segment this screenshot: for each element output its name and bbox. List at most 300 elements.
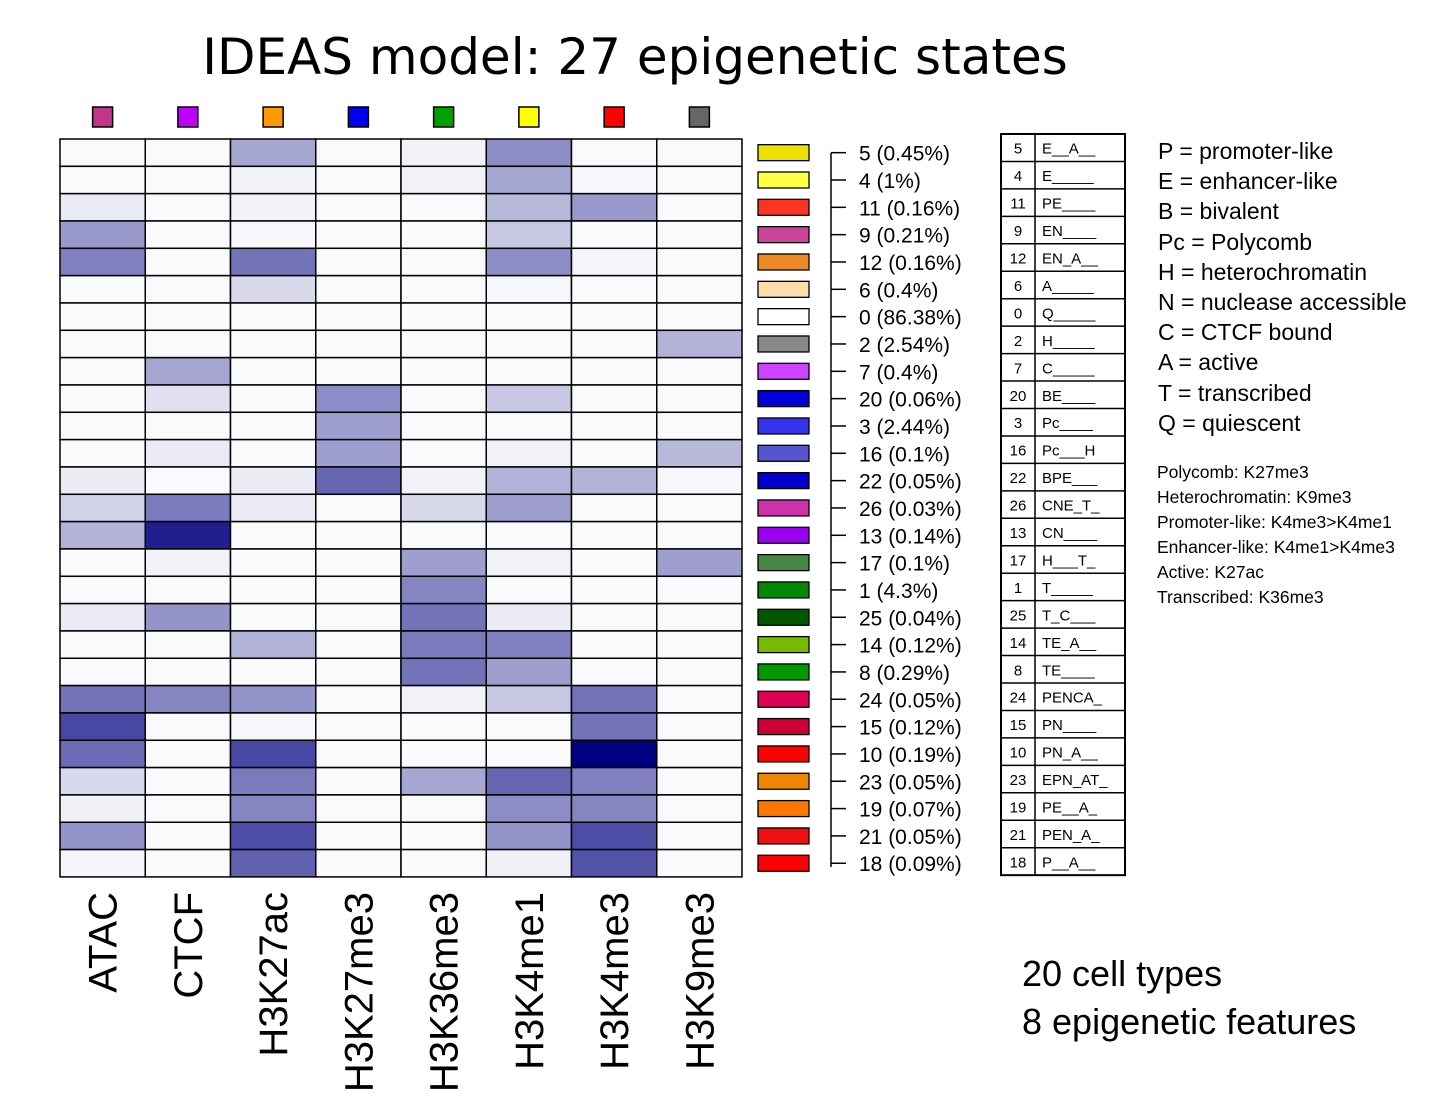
- heatmap-cell: [316, 713, 401, 740]
- state-label: 8 (0.29%): [859, 661, 951, 685]
- heatmap-cell: [60, 522, 145, 549]
- state-label: 15 (0.12%): [859, 716, 962, 740]
- heatmap-cell: [401, 358, 486, 385]
- code-text: A_____: [1042, 277, 1094, 295]
- code-text: CNE_T_: [1042, 497, 1100, 515]
- heatmap-cell: [401, 686, 486, 713]
- heatmap-cell: [145, 822, 230, 849]
- heatmap-cell: [401, 467, 486, 494]
- heatmap-cell: [145, 768, 230, 795]
- heatmap-cell: [486, 139, 571, 166]
- state-color-swatch: [758, 336, 809, 352]
- code-number: 24: [1009, 689, 1027, 707]
- heatmap-cell: [486, 358, 571, 385]
- heatmap-cell: [316, 221, 401, 248]
- definition-item: C = CTCF bound: [1158, 319, 1333, 346]
- column-labels: [82, 892, 723, 1092]
- heatmap-cell: [572, 795, 657, 822]
- state-color-swatch: [758, 254, 809, 270]
- heatmap-cell: [60, 276, 145, 303]
- definition-item: T = transcribed: [1158, 379, 1312, 406]
- definition-item: Q = quiescent: [1158, 409, 1301, 436]
- heatmap-cell: [316, 166, 401, 193]
- state-color-swatch: [758, 473, 809, 489]
- state-color-swatch: [758, 828, 809, 844]
- heatmap-cell: [401, 303, 486, 330]
- state-label: 3 (2.44%): [859, 415, 951, 439]
- state-label: 19 (0.07%): [859, 798, 962, 822]
- heatmap-cell: [145, 248, 230, 275]
- heatmap-cell: [316, 631, 401, 658]
- mark-item: Promoter-like: K4me3>K4me1: [1157, 512, 1392, 532]
- heatmap-cell: [145, 194, 230, 221]
- heatmap-cell: [60, 631, 145, 658]
- code-text: PE____: [1042, 195, 1096, 213]
- heatmap-cell: [486, 194, 571, 221]
- state-label: 17 (0.1%): [859, 552, 951, 576]
- code-text: Pc___H: [1042, 442, 1096, 460]
- column-color-square: [178, 107, 198, 127]
- state-color-swatch: [758, 172, 809, 188]
- heatmap-cell: [486, 385, 571, 412]
- heatmap-cell: [486, 549, 571, 576]
- heatmap-cell: [657, 795, 742, 822]
- heatmap-cell: [572, 221, 657, 248]
- code-number: 23: [1009, 772, 1027, 790]
- heatmap-cell: [401, 795, 486, 822]
- code-number: 21: [1009, 826, 1027, 844]
- heatmap-cell: [145, 686, 230, 713]
- heatmap-cell: [486, 604, 571, 631]
- column-label: H3K4me3: [593, 892, 638, 1070]
- heatmap-cell: [401, 768, 486, 795]
- heatmap-cell: [231, 412, 316, 439]
- state-color-swatch: [758, 855, 809, 871]
- state-code-table: [1001, 134, 1125, 875]
- code-number: 4: [1013, 168, 1023, 186]
- chart-title: IDEAS model: 27 epigenetic states: [202, 28, 1068, 86]
- column-color-square: [434, 107, 454, 127]
- heatmap-cell: [145, 467, 230, 494]
- mark-item: Transcribed: K36me3: [1157, 587, 1324, 607]
- heatmap-cell: [486, 686, 571, 713]
- heatmap-cell: [657, 740, 742, 767]
- code-number: 2: [1013, 332, 1023, 350]
- heatmap-cell: [572, 467, 657, 494]
- heatmap-cell: [316, 850, 401, 877]
- definition-item: E = enhancer-like: [1158, 168, 1338, 195]
- column-color-square: [689, 107, 709, 127]
- state-label: 23 (0.05%): [859, 771, 962, 795]
- code-number: 5: [1013, 140, 1023, 158]
- column-label: H3K27me3: [337, 892, 382, 1093]
- heatmap-cell: [145, 549, 230, 576]
- heatmap-cell: [657, 330, 742, 357]
- heatmap-cell: [60, 303, 145, 330]
- heatmap-cell: [401, 221, 486, 248]
- heatmap-cell: [401, 412, 486, 439]
- code-text: EPN_AT_: [1042, 772, 1108, 790]
- state-label: 11 (0.16%): [859, 197, 961, 221]
- heatmap-cell: [60, 440, 145, 467]
- heatmap-cell: [60, 713, 145, 740]
- heatmap-cell: [401, 604, 486, 631]
- column-color-square: [348, 107, 368, 127]
- heatmap-cell: [486, 221, 571, 248]
- column-label: H3K9me3: [678, 892, 723, 1070]
- heatmap-cell: [657, 194, 742, 221]
- heatmap-cell: [231, 686, 316, 713]
- summary-counts: [1022, 950, 1356, 1046]
- heatmap-cell: [657, 467, 742, 494]
- heatmap-cell: [657, 713, 742, 740]
- heatmap-cell: [486, 822, 571, 849]
- code-text: Pc____: [1042, 415, 1093, 433]
- heatmap-cell: [401, 522, 486, 549]
- heatmap-cell: [231, 248, 316, 275]
- state-color-swatch: [758, 637, 809, 653]
- heatmap-cell: [145, 494, 230, 521]
- heatmap-cell: [231, 440, 316, 467]
- heatmap-cell: [657, 276, 742, 303]
- code-number: 12: [1009, 250, 1027, 268]
- heatmap-cell: [145, 740, 230, 767]
- state-color-swatch: [758, 391, 809, 407]
- state-label: 4 (1%): [859, 169, 921, 193]
- code-text: CN____: [1042, 525, 1098, 543]
- heatmap-cell: [316, 358, 401, 385]
- code-text: E_____: [1042, 168, 1094, 186]
- state-label: 10 (0.19%): [859, 743, 962, 767]
- heatmap-cell: [572, 194, 657, 221]
- definition-item: Pc = Polycomb: [1158, 228, 1313, 255]
- heatmap-cell: [572, 358, 657, 385]
- heatmap-cell: [60, 686, 145, 713]
- heatmap-cells: [60, 139, 742, 877]
- heatmap-cell: [572, 576, 657, 603]
- heatmap-cell: [657, 522, 742, 549]
- code-text: PN_A__: [1042, 744, 1098, 762]
- code-text: BPE___: [1042, 470, 1098, 488]
- heatmap-cell: [316, 604, 401, 631]
- column-label: ATAC: [81, 892, 126, 993]
- state-color-swatch: [758, 746, 809, 762]
- cell-types-count: 20 cell types: [1022, 953, 1223, 994]
- code-text: PE__A_: [1042, 799, 1098, 817]
- heatmap-cell: [60, 549, 145, 576]
- heatmap-cell: [60, 740, 145, 767]
- heatmap-cell: [231, 658, 316, 685]
- mark-item: Active: K27ac: [1157, 562, 1264, 582]
- heatmap-cell: [231, 522, 316, 549]
- code-text: T_____: [1042, 579, 1093, 597]
- heatmap-cell: [145, 221, 230, 248]
- heatmap-cell: [145, 358, 230, 385]
- heatmap-cell: [316, 740, 401, 767]
- column-label: H3K27ac: [252, 892, 297, 1057]
- heatmap-cell: [316, 276, 401, 303]
- heatmap-cell: [231, 850, 316, 877]
- heatmap-cell: [657, 412, 742, 439]
- heatmap-cell: [401, 276, 486, 303]
- code-text: PEN_A_: [1042, 826, 1100, 844]
- heatmap-cell: [657, 576, 742, 603]
- heatmap-cell: [486, 303, 571, 330]
- heatmap-cell: [231, 221, 316, 248]
- code-number: 16: [1009, 442, 1027, 460]
- heatmap-cell: [316, 467, 401, 494]
- state-color-swatch: [758, 719, 809, 735]
- heatmap-cell: [486, 740, 571, 767]
- definition-item: N = nuclease accessible: [1158, 289, 1407, 316]
- state-color-swatch: [758, 227, 809, 243]
- heatmap-cell: [231, 768, 316, 795]
- code-number: 13: [1009, 525, 1027, 543]
- heatmap-cell: [401, 166, 486, 193]
- heatmap-cell: [572, 686, 657, 713]
- heatmap-cell: [145, 658, 230, 685]
- heatmap-cell: [572, 412, 657, 439]
- features-count: 8 epigenetic features: [1022, 1001, 1357, 1042]
- heatmap-cell: [657, 549, 742, 576]
- state-color-swatch: [758, 281, 809, 297]
- code-number: 26: [1009, 497, 1027, 515]
- heatmap-cell: [60, 358, 145, 385]
- heatmap-cell: [231, 631, 316, 658]
- heatmap-cell: [486, 768, 571, 795]
- code-number: 18: [1009, 854, 1027, 872]
- heatmap-cell: [231, 139, 316, 166]
- heatmap-cell: [231, 604, 316, 631]
- heatmap-cell: [60, 467, 145, 494]
- state-label: 25 (0.04%): [859, 607, 962, 631]
- heatmap-cell: [145, 276, 230, 303]
- heatmap-cell: [401, 576, 486, 603]
- heatmap-cell: [145, 139, 230, 166]
- heatmap-cell: [401, 822, 486, 849]
- heatmap-cell: [657, 604, 742, 631]
- state-label: 24 (0.05%): [859, 689, 962, 713]
- heatmap-cell: [316, 686, 401, 713]
- state-ticks: [831, 153, 846, 867]
- state-color-swatch: [758, 145, 809, 161]
- code-number: 1: [1013, 579, 1023, 597]
- heatmap-cell: [572, 522, 657, 549]
- state-color-swatch: [758, 199, 809, 215]
- heatmap-cell: [60, 822, 145, 849]
- heatmap-cell: [316, 576, 401, 603]
- heatmap-cell: [401, 248, 486, 275]
- heatmap-cell: [572, 139, 657, 166]
- heatmap-cell: [572, 248, 657, 275]
- code-number: 14: [1009, 634, 1027, 652]
- heatmap-cell: [316, 522, 401, 549]
- column-color-square: [519, 107, 539, 127]
- heatmap-cell: [60, 330, 145, 357]
- state-color-swatch: [758, 527, 809, 543]
- heatmap-cell: [60, 385, 145, 412]
- heatmap-cell: [657, 139, 742, 166]
- code-text: BE____: [1042, 387, 1096, 405]
- heatmap-cell: [401, 658, 486, 685]
- heatmap-cell: [231, 713, 316, 740]
- heatmap-cell: [657, 850, 742, 877]
- heatmap-cell: [657, 166, 742, 193]
- heatmap-cell: [657, 631, 742, 658]
- heatmap-cell: [486, 795, 571, 822]
- heatmap-cell: [486, 276, 571, 303]
- heatmap-cell: [316, 385, 401, 412]
- column-color-square: [604, 107, 624, 127]
- heatmap-cell: [60, 576, 145, 603]
- column-color-square: [93, 107, 113, 127]
- heatmap-cell: [145, 850, 230, 877]
- heatmap-cell: [231, 576, 316, 603]
- definition-item: A = active: [1158, 349, 1259, 376]
- state-color-swatch: [758, 309, 809, 325]
- heatmap-cell: [145, 604, 230, 631]
- state-label: 22 (0.05%): [859, 470, 962, 494]
- state-color-swatch: [758, 445, 809, 461]
- code-number: 17: [1009, 552, 1027, 570]
- heatmap-cell: [657, 358, 742, 385]
- mark-item: Enhancer-like: K4me1>K4me3: [1157, 537, 1395, 557]
- heatmap-cell: [401, 549, 486, 576]
- heatmap-cell: [316, 248, 401, 275]
- heatmap-cell: [60, 850, 145, 877]
- heatmap-cell: [145, 440, 230, 467]
- state-label: 0 (86.38%): [859, 306, 962, 330]
- heatmap-cell: [316, 330, 401, 357]
- code-text: H_____: [1042, 332, 1095, 350]
- code-number: 6: [1013, 277, 1023, 295]
- heatmap-cell: [145, 795, 230, 822]
- definition-item: H = heterochromatin: [1158, 258, 1368, 285]
- heatmap-cell: [316, 658, 401, 685]
- heatmap-cell: [231, 166, 316, 193]
- heatmap-cell: [145, 522, 230, 549]
- state-label: 2 (2.54%): [859, 333, 951, 357]
- heatmap-cell: [572, 604, 657, 631]
- heatmap-cell: [657, 768, 742, 795]
- heatmap-cell: [486, 522, 571, 549]
- heatmap-cell: [401, 330, 486, 357]
- code-text: PN____: [1042, 717, 1097, 735]
- heatmap-cell: [231, 795, 316, 822]
- heatmap-cell: [572, 822, 657, 849]
- code-text: Q_____: [1042, 305, 1096, 323]
- mark-legend: [1157, 460, 1395, 610]
- heatmap-cell: [657, 822, 742, 849]
- state-label: 20 (0.06%): [859, 388, 962, 412]
- column-label: CTCF: [166, 892, 211, 999]
- heatmap-cell: [401, 713, 486, 740]
- code-text: EN____: [1042, 223, 1097, 241]
- heatmap-cell: [486, 467, 571, 494]
- heatmap-cell: [572, 631, 657, 658]
- mark-item: Heterochromatin: K9me3: [1157, 487, 1352, 507]
- heatmap-cell: [60, 221, 145, 248]
- state-label: 16 (0.1%): [859, 443, 951, 467]
- heatmap-cell: [657, 248, 742, 275]
- heatmap-cell: [316, 440, 401, 467]
- state-label: 14 (0.12%): [859, 634, 962, 658]
- heatmap-cell: [316, 795, 401, 822]
- heatmap-cell: [572, 494, 657, 521]
- heatmap-cell: [401, 440, 486, 467]
- heatmap-cell: [145, 303, 230, 330]
- heatmap-cell: [60, 248, 145, 275]
- heatmap-cell: [145, 631, 230, 658]
- heatmap-cell: [316, 303, 401, 330]
- state-color-swatch: [758, 582, 809, 598]
- state-color-swatch: [758, 691, 809, 707]
- code-text: C_____: [1042, 360, 1095, 378]
- state-color-swatch: [758, 664, 809, 680]
- heatmap-cell: [145, 330, 230, 357]
- state-color-swatch: [758, 555, 809, 571]
- state-label: 9 (0.21%): [859, 224, 951, 248]
- mark-item: Polycomb: K27me3: [1157, 462, 1309, 482]
- heatmap-cell: [231, 358, 316, 385]
- heatmap-cell: [486, 631, 571, 658]
- state-color-swatch: [758, 363, 809, 379]
- heatmap-cell: [231, 467, 316, 494]
- heatmap-cell: [657, 686, 742, 713]
- heatmap-cell: [145, 166, 230, 193]
- heatmap-cell: [60, 194, 145, 221]
- state-label: 1 (4.3%): [859, 579, 939, 603]
- code-text: H___T_: [1042, 552, 1096, 570]
- heatmap-cell: [486, 713, 571, 740]
- state-color-swatch: [758, 773, 809, 789]
- heatmap-cell: [316, 139, 401, 166]
- heatmap-cell: [486, 330, 571, 357]
- heatmap-cell: [231, 494, 316, 521]
- code-text: E__A__: [1042, 140, 1096, 158]
- heatmap-cell: [231, 194, 316, 221]
- heatmap-cell: [231, 549, 316, 576]
- code-number: 22: [1009, 470, 1027, 488]
- heatmap-cell: [316, 194, 401, 221]
- state-color-swatches: [758, 145, 809, 872]
- heatmap-cell: [486, 658, 571, 685]
- heatmap-cell: [401, 740, 486, 767]
- heatmap-cell: [401, 631, 486, 658]
- heatmap-cell: [401, 385, 486, 412]
- heatmap-cell: [145, 713, 230, 740]
- heatmap-cell: [316, 549, 401, 576]
- heatmap-cell: [572, 276, 657, 303]
- heatmap-cell: [231, 330, 316, 357]
- code-text: PENCA_: [1042, 689, 1103, 707]
- state-color-swatch: [758, 609, 809, 625]
- heatmap-cell: [572, 440, 657, 467]
- definitions-legend: [1158, 136, 1407, 438]
- state-label: 21 (0.05%): [859, 825, 962, 849]
- heatmap-cell: [572, 330, 657, 357]
- state-label: 18 (0.09%): [859, 853, 962, 877]
- heatmap-cell: [657, 303, 742, 330]
- state-color-swatch: [758, 418, 809, 434]
- state-label: 5 (0.45%): [859, 142, 951, 166]
- heatmap-cell: [486, 440, 571, 467]
- heatmap-cell: [486, 576, 571, 603]
- heatmap-cell: [316, 494, 401, 521]
- code-text: EN_A__: [1042, 250, 1098, 268]
- code-number: 3: [1013, 415, 1023, 433]
- heatmap-cell: [657, 440, 742, 467]
